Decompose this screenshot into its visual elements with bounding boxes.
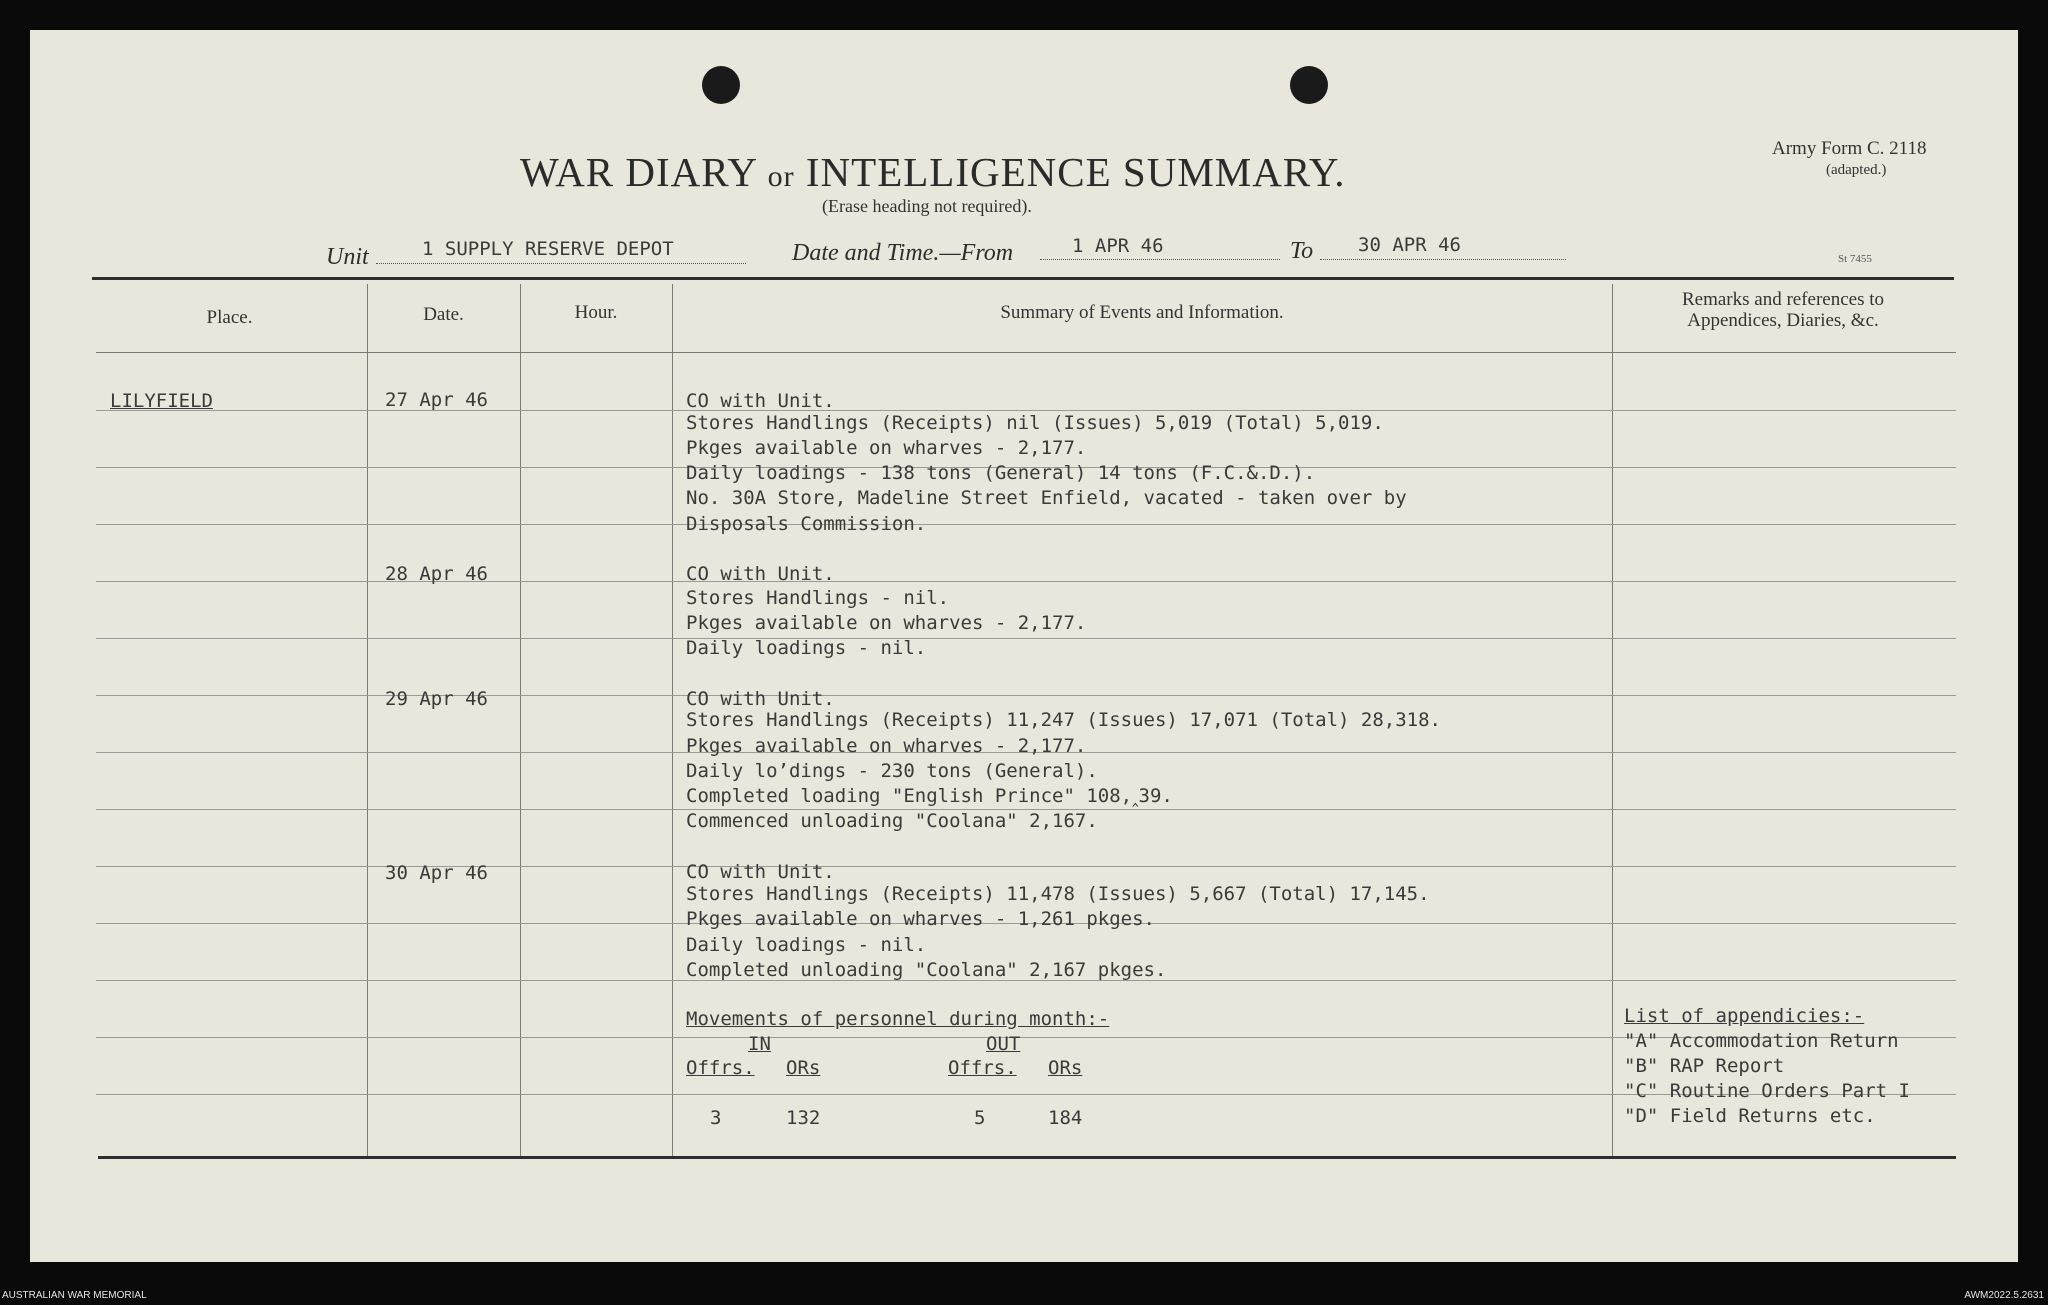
title-part2: INTELLIGENCE SUMMARY. [805,149,1346,195]
form-subtitle: (Erase heading not required). [822,196,1032,216]
army-form-number: Army Form C. 2118 [1772,138,1927,159]
unit-value: 1 SUPPLY RESERVE DEPOT [422,238,674,260]
divider-place-date [367,284,368,1156]
in-ors-value: 132 [786,1107,821,1129]
col-header-summary: Summary of Events and Information. [1000,302,1284,323]
divider-summary-remarks [1612,284,1613,1156]
col-header-date: Date. [423,304,464,325]
summary-line: Pkges available on wharves - 2,177. [686,437,1087,459]
summary-line: Completed unloading "Coolana" 2,167 pkges. [686,959,1167,981]
summary-line: Disposals Commission. [686,513,927,535]
date-entry: 30 Apr 46 [385,862,488,884]
ruled-line [96,410,1956,411]
title-or: or [767,160,795,193]
ruled-line [96,866,1956,867]
unit-label: Unit [326,244,369,270]
col-header-place: Place. [206,307,253,328]
summary-line: Completed loading "English Prince" 108,‸39. [686,785,1173,807]
date-entry: 27 Apr 46 [385,389,488,411]
summary-line: Daily loadings - nil. [686,637,927,659]
summary-line: Stores Handlings (Receipts) 11,247 (Issues) 17,071 (Total) 28,318. [686,709,1441,731]
summary-line: CO with Unit. [686,688,835,710]
out-offrs-value: 5 [974,1107,986,1129]
summary-line: Commenced unloading "Coolana" 2,167. [686,810,1098,832]
to-value: 30 APR 46 [1358,234,1461,256]
date-entry: 28 Apr 46 [385,563,488,585]
summary-line: Stores Handlings (Receipts) nil (Issues) 5,019 (Total) 5,019. [686,412,1384,434]
summary-line: Daily loadings - nil. [686,934,927,956]
summary-line: Stores Handlings - nil. [686,587,950,609]
place-entry: LILYFIELD [110,390,213,412]
in-offrs-label: Offrs. [686,1057,755,1079]
summary-line: CO with Unit. [686,861,835,883]
from-dotted-line [1040,258,1280,260]
datetime-label: Date and Time.—From [792,240,1014,266]
remarks-header-line1: Remarks and references to [1681,289,1885,310]
table-top-rule [92,277,1954,280]
movements-in-label: IN [748,1033,771,1055]
movements-heading: Movements of personnel during month:- [686,1008,1110,1030]
col-header-remarks [1612,289,1954,331]
punch-hole-left [702,66,740,104]
from-value: 1 APR 46 [1072,235,1164,257]
summary-line: CO with Unit. [686,563,835,585]
archive-credit: AUSTRALIAN WAR MEMORIAL [2,1290,147,1301]
out-ors-value: 184 [1048,1107,1083,1129]
summary-line: Daily lo’dings - 230 tons (General). [686,760,1098,782]
ruled-line [96,695,1956,696]
header-bottom-rule [96,352,1956,353]
summary-line: Stores Handlings (Receipts) 11,478 (Issues) 5,667 (Total) 17,145. [686,883,1430,905]
summary-line: CO with Unit. [686,390,835,412]
appendix-item: "A" Accommodation Return [1624,1030,1899,1052]
to-dotted-line [1320,258,1566,260]
appendix-item: "B" RAP Report [1624,1055,1785,1077]
summary-line: No. 30A Store, Madeline Street Enfield, vacated - taken over by [686,487,1407,509]
appendix-item: "C" Routine Orders Part I [1624,1080,1910,1102]
in-offrs-value: 3 [710,1107,722,1129]
summary-line: Pkges available on wharves - 2,177. [686,735,1087,757]
date-entry: 29 Apr 46 [385,688,488,710]
out-offrs-label: Offrs. [948,1057,1017,1079]
ruled-line [96,638,1956,639]
ruled-line [96,581,1956,582]
divider-hour-summary [672,284,673,1156]
form-title [520,148,1346,196]
form-adapted-note: (adapted.) [1826,162,1887,178]
remarks-header-line2: Appendices, Diaries, &c. [1687,310,1879,331]
movements-out-label: OUT [986,1033,1021,1055]
title-part1: WAR DIARY [520,149,757,195]
punch-hole-right [1290,66,1328,104]
to-label: To [1290,238,1314,264]
summary-line: Pkges available on wharves - 2,177. [686,612,1087,634]
catalogue-number: AWM2022.5.2631 [1964,1290,2044,1301]
appendix-item: "D" Field Returns etc. [1624,1105,1876,1127]
appendices-heading: List of appendicies:- [1624,1005,1865,1027]
summary-line: Daily loadings - 138 tons (General) 14 tons (F.C.&.D.). [686,462,1316,484]
summary-line: Pkges available on wharves - 1,261 pkges. [686,908,1155,930]
out-ors-label: ORs [1048,1057,1083,1079]
divider-date-hour [520,284,521,1156]
unit-dotted-line [376,262,746,264]
print-code: St 7455 [1838,253,1872,265]
ruled-line [96,524,1956,525]
col-header-hour: Hour. [574,302,618,323]
in-ors-label: ORs [786,1057,821,1079]
table-bottom-rule [98,1156,1956,1159]
